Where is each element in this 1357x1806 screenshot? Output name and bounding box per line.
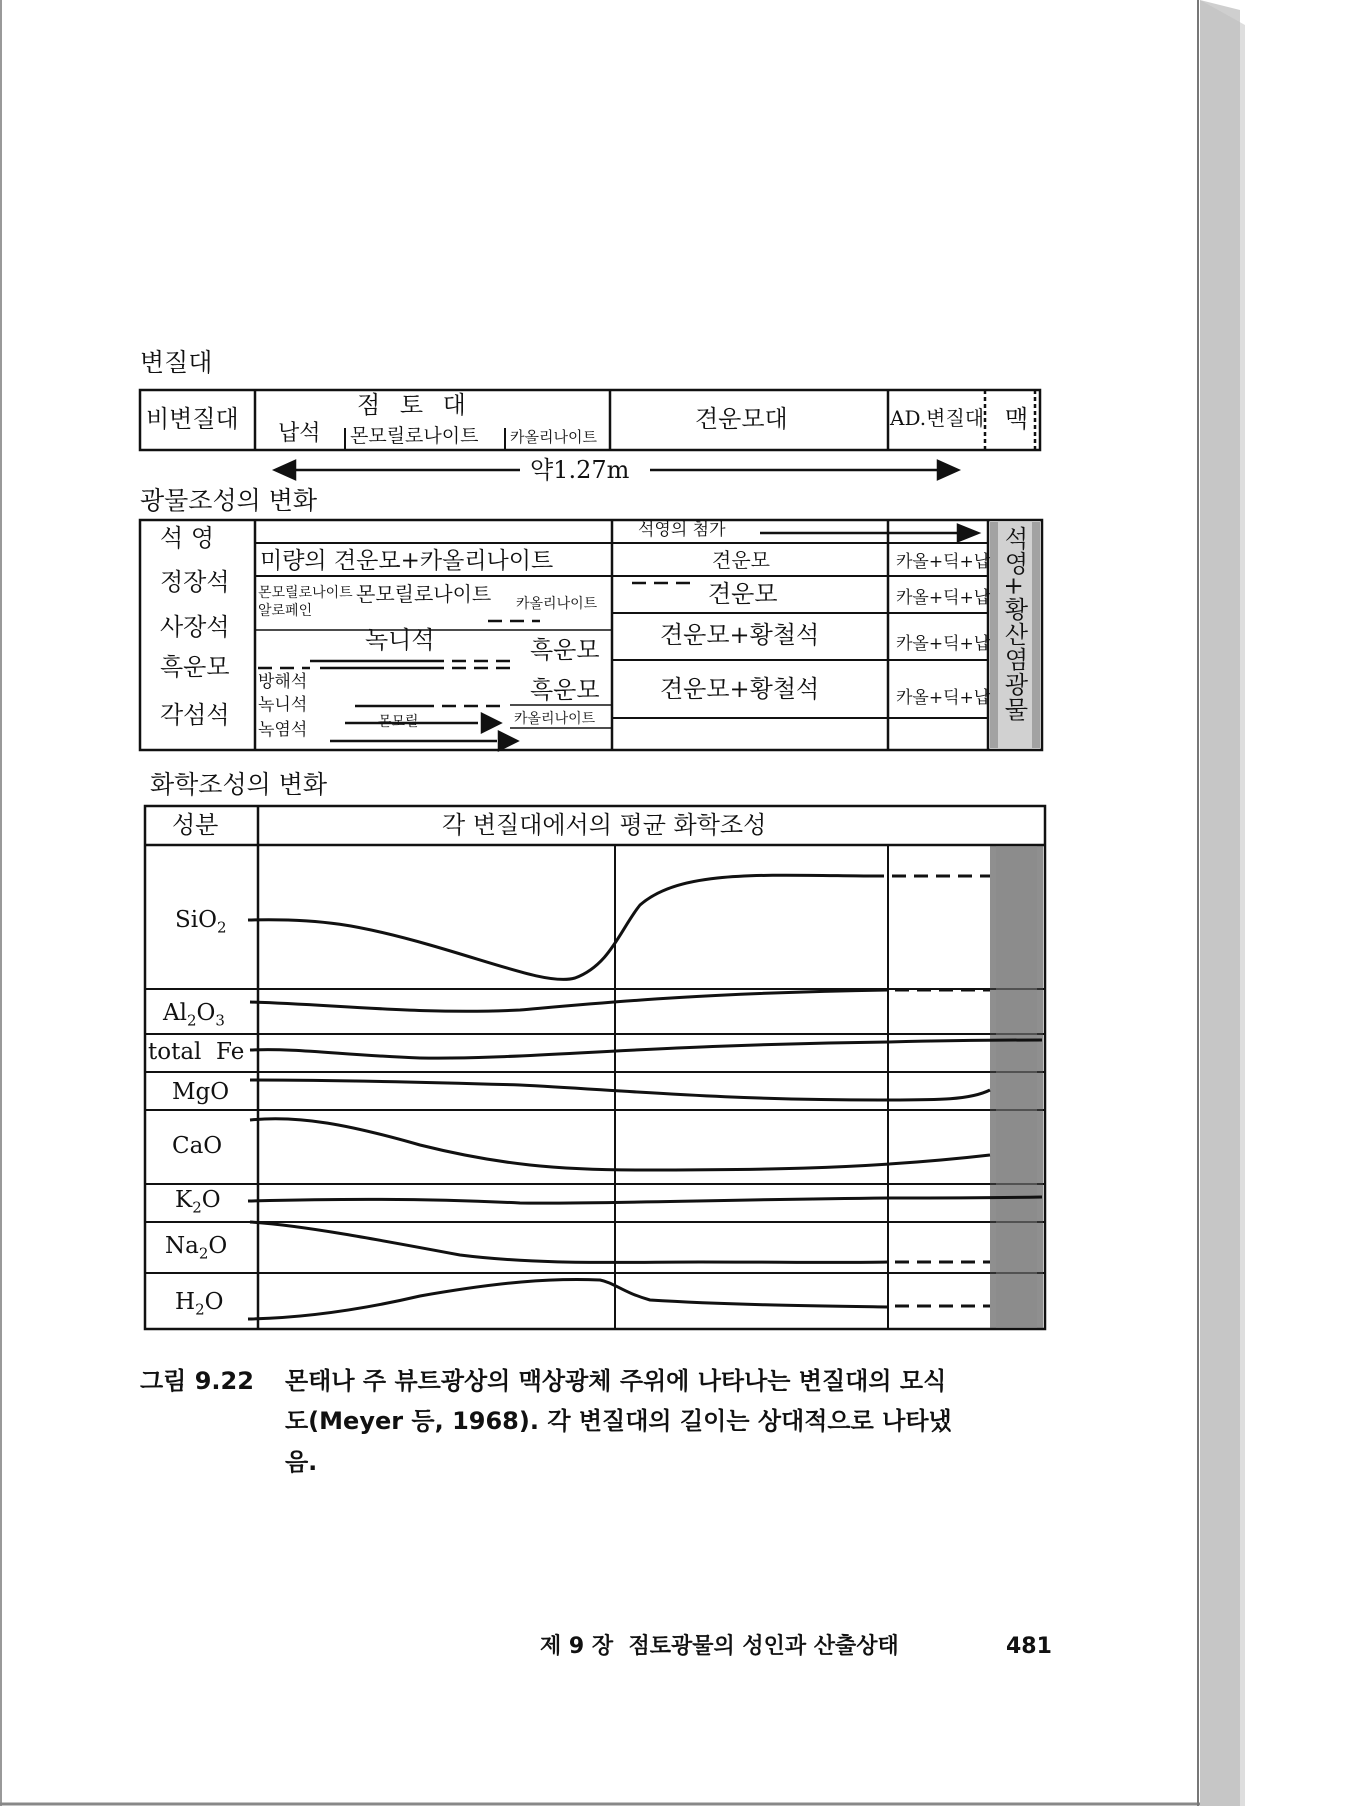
chem-col-header-right: 각 변질대에서의 평균 화학조성 — [442, 811, 767, 839]
mineral-row-quartz: 석 영 — [160, 524, 214, 552]
argillic-entry-6: 흑운모 — [530, 636, 600, 664]
caption-line-1: 몬태나 주 뷰트광상의 맥상광체 주위에 나타나는 변질대의 모식 — [285, 1367, 947, 1395]
component-sio2: SiO$_2$ — [175, 907, 227, 937]
component-cao: CaO — [172, 1133, 223, 1159]
mineral-row-biotite: 흑운모 — [160, 653, 230, 681]
argillic-entry-10: 몬모릴 — [378, 714, 419, 730]
argillic-entry-5: 녹니석 — [365, 626, 435, 654]
sericitic-entry-2: 견운모+황철석 — [660, 621, 820, 649]
argillic-entry-11: 흑운모 — [530, 676, 600, 704]
mineral-row-orthoclase: 정장석 — [160, 568, 230, 596]
curve-na2o — [250, 1222, 888, 1262]
sericitic-entry-1: 견운모 — [708, 580, 778, 608]
curve-k2o — [248, 1197, 1042, 1203]
curve-cao — [250, 1119, 990, 1170]
footer-chapter: 제 9 장 점토광물의 성인과 산출상태 — [540, 1634, 899, 1659]
component-k2o: $K_2O$ — [175, 1187, 221, 1217]
argillic-entry-0: 미량의 견운모+카올리나이트 — [260, 548, 554, 574]
vein-label: 석영+황산염광물 — [1000, 526, 1028, 723]
caption-line-3: 음. — [285, 1448, 318, 1476]
mineral-row-plagioclase: 사장석 — [160, 613, 230, 641]
argillic-entry-12: 카올리나이트 — [514, 711, 596, 727]
curve-sio2 — [248, 875, 870, 979]
zone-width-note: 약1.27m — [530, 456, 630, 484]
curve-h2o — [248, 1280, 888, 1319]
curve-totalfe — [250, 1040, 1042, 1058]
argillic-entry-8: 녹니석 — [258, 695, 308, 715]
argillic-sub-montmorillonite: 몬모릴로나이트 — [350, 425, 479, 447]
advanced-entry-0: 카올+딕+납 — [896, 552, 991, 572]
heading-chem: 화학조성의 변화 — [150, 770, 327, 799]
argillic-entry-1: 몬모릴로나이트 — [258, 585, 353, 601]
zone-unaltered: 비변질대 — [146, 405, 239, 433]
argillic-entry-7: 방해석 — [258, 672, 308, 692]
advanced-entry-1: 카올+딕+납 — [896, 588, 991, 608]
argillic-entry-9: 녹염석 — [258, 720, 308, 740]
zone-argillic: 점 토 대 — [357, 391, 472, 419]
sericitic-entry-3: 견운모+황철석 — [660, 675, 820, 703]
argillic-entry-4: 카올리나이트 — [516, 596, 598, 612]
argillic-sub-pyrophyllite: 납석 — [278, 421, 321, 446]
heading-zones: 변질대 — [140, 348, 213, 377]
curve-al2o3 — [250, 990, 888, 1011]
component-mgo: MgO — [172, 1079, 230, 1105]
component-al2o3: $Al_2O_3$ — [163, 1000, 225, 1030]
caption-label: 그림 9.22 — [140, 1367, 254, 1395]
chem-col-header-left: 성분 — [172, 811, 219, 839]
zone-sericitic: 견운모대 — [695, 405, 788, 433]
caption-line-2: 도(Meyer 등, 1968). 각 변질대의 길이는 상대적으로 나타냈 — [285, 1407, 952, 1435]
argillic-sub-kaolinite: 카올리나이트 — [510, 428, 597, 446]
advanced-entry-3: 카올+딕+납 — [896, 688, 991, 708]
component-totalfe: total Fe — [148, 1039, 245, 1065]
heading-minerals: 광물조성의 변화 — [140, 486, 317, 515]
quartz-addition-label: 석영의 첨가 — [638, 520, 726, 540]
component-na2o: $Na_2O$ — [165, 1233, 228, 1263]
argillic-entry-3: 몬모릴로나이트 — [356, 582, 492, 606]
advanced-entry-2: 카올+딕+납 — [896, 634, 991, 654]
sericitic-entry-0: 견운모 — [712, 548, 770, 572]
footer-page-number: 481 — [1006, 1634, 1052, 1659]
argillic-entry-2: 알로페인 — [258, 603, 313, 619]
mineral-row-hornblende: 각섬석 — [160, 701, 230, 729]
curve-mgo — [250, 1080, 990, 1100]
component-h2o: $H_2O$ — [175, 1289, 224, 1319]
zone-vein: 맥 — [1005, 405, 1029, 433]
zone-advanced: AD.변질대 — [890, 406, 985, 430]
